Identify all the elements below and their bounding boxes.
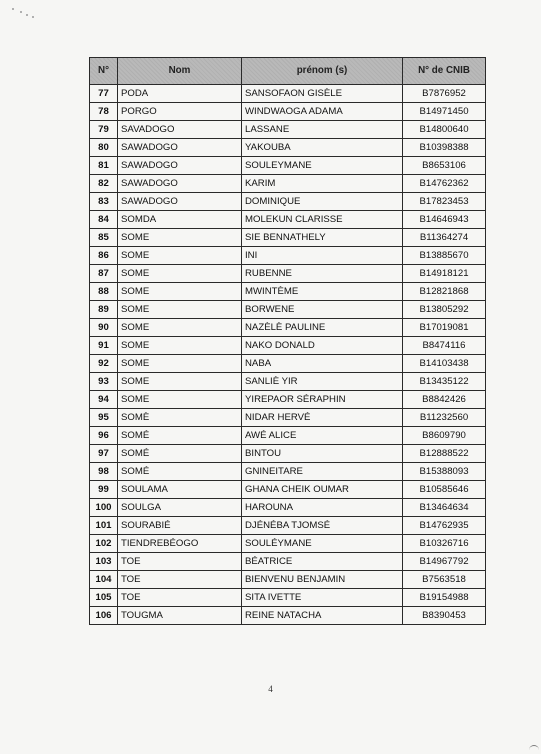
table-row bbox=[90, 499, 486, 517]
row-cnib-number: B11232560 bbox=[403, 409, 486, 427]
row-number: 99 bbox=[90, 481, 118, 499]
row-cnib-number: B12888522 bbox=[403, 445, 486, 463]
row-prenom: SOULEYMANE bbox=[242, 157, 403, 175]
row-nom: SOME bbox=[118, 283, 242, 301]
row-number: 95 bbox=[90, 409, 118, 427]
row-prenom: MOLEKUN CLARISSE bbox=[242, 211, 403, 229]
row-nom: SOME bbox=[118, 319, 242, 337]
row-prenom: BORWENE bbox=[242, 301, 403, 319]
row-number: 83 bbox=[90, 193, 118, 211]
row-prenom: GHANA CHEIK OUMAR bbox=[242, 481, 403, 499]
row-prenom: SOULÉYMANE bbox=[242, 535, 403, 553]
row-nom: SOMÉ bbox=[118, 445, 242, 463]
row-nom: SOMÉ bbox=[118, 463, 242, 481]
row-cnib-number: B10398388 bbox=[403, 139, 486, 157]
table-row bbox=[90, 355, 486, 373]
row-nom: TOE bbox=[118, 571, 242, 589]
row-prenom: NIDAR HERVÉ bbox=[242, 409, 403, 427]
table-row bbox=[90, 301, 486, 319]
row-cnib-number: B8609790 bbox=[403, 427, 486, 445]
row-prenom: DOMINIQUE bbox=[242, 193, 403, 211]
table-row bbox=[90, 265, 486, 283]
row-nom: SAWADOGO bbox=[118, 175, 242, 193]
table-row bbox=[90, 553, 486, 571]
row-number: 90 bbox=[90, 319, 118, 337]
row-prenom: INI bbox=[242, 247, 403, 265]
row-prenom: WINDWAOGA ADAMA bbox=[242, 103, 403, 121]
row-number: 101 bbox=[90, 517, 118, 535]
row-prenom: GNINEITARE bbox=[242, 463, 403, 481]
row-cnib-number: B10585646 bbox=[403, 481, 486, 499]
row-nom: SOMÈ bbox=[118, 409, 242, 427]
row-nom: SOMÉ bbox=[118, 427, 242, 445]
row-nom: SAWADOGO bbox=[118, 139, 242, 157]
table-row bbox=[90, 607, 486, 625]
table-row bbox=[90, 517, 486, 535]
header-prenom: prénom (s) bbox=[242, 58, 403, 85]
row-prenom: REINE NATACHA bbox=[242, 607, 403, 625]
row-prenom: YAKOUBA bbox=[242, 139, 403, 157]
row-cnib-number: B7563518 bbox=[403, 571, 486, 589]
table-row bbox=[90, 427, 486, 445]
row-prenom: DJÉNÉBA TJOMSÉ bbox=[242, 517, 403, 535]
row-nom: SOULGA bbox=[118, 499, 242, 517]
row-prenom: MWINTÈME bbox=[242, 283, 403, 301]
table-row bbox=[90, 193, 486, 211]
row-cnib-number: B12821868 bbox=[403, 283, 486, 301]
row-prenom: LASSANE bbox=[242, 121, 403, 139]
row-cnib-number: B13805292 bbox=[403, 301, 486, 319]
row-nom: TOE bbox=[118, 553, 242, 571]
row-nom: SOME bbox=[118, 337, 242, 355]
row-number: 102 bbox=[90, 535, 118, 553]
row-number: 78 bbox=[90, 103, 118, 121]
row-prenom: BIENVENU BENJAMIN bbox=[242, 571, 403, 589]
row-prenom: SANSOFAON GISÈLE bbox=[242, 85, 403, 103]
row-number: 97 bbox=[90, 445, 118, 463]
row-prenom: SITA IVETTE bbox=[242, 589, 403, 607]
row-cnib-number: B17823453 bbox=[403, 193, 486, 211]
row-prenom: NAKO DONALD bbox=[242, 337, 403, 355]
row-cnib-number: B8842426 bbox=[403, 391, 486, 409]
row-prenom: BINTOU bbox=[242, 445, 403, 463]
row-cnib-number: B11364274 bbox=[403, 229, 486, 247]
row-number: 94 bbox=[90, 391, 118, 409]
header-cnib: N° de CNIB bbox=[403, 58, 486, 85]
row-cnib-number: B19154988 bbox=[403, 589, 486, 607]
header-nom: Nom bbox=[118, 58, 242, 85]
row-number: 105 bbox=[90, 589, 118, 607]
row-cnib-number: B14971450 bbox=[403, 103, 486, 121]
row-number: 88 bbox=[90, 283, 118, 301]
table-row bbox=[90, 409, 486, 427]
row-nom: PODA bbox=[118, 85, 242, 103]
row-number: 81 bbox=[90, 157, 118, 175]
row-number: 80 bbox=[90, 139, 118, 157]
scan-speck-mark bbox=[12, 6, 52, 20]
row-nom: SOME bbox=[118, 373, 242, 391]
row-nom: SOME bbox=[118, 391, 242, 409]
row-number: 93 bbox=[90, 373, 118, 391]
row-prenom: YIREPAOR SÉRAPHIN bbox=[242, 391, 403, 409]
row-cnib-number: B10326716 bbox=[403, 535, 486, 553]
row-prenom: BÉATRICE bbox=[242, 553, 403, 571]
table-row bbox=[90, 139, 486, 157]
table-row bbox=[90, 85, 486, 103]
table-row bbox=[90, 373, 486, 391]
row-number: 106 bbox=[90, 607, 118, 625]
row-cnib-number: B14762362 bbox=[403, 175, 486, 193]
row-cnib-number: B13435122 bbox=[403, 373, 486, 391]
table-row bbox=[90, 391, 486, 409]
row-cnib-number: B8390453 bbox=[403, 607, 486, 625]
table-row bbox=[90, 175, 486, 193]
row-nom: SOMDA bbox=[118, 211, 242, 229]
row-nom: TIENDREBÉOGO bbox=[118, 535, 242, 553]
row-nom: SOULAMA bbox=[118, 481, 242, 499]
row-number: 100 bbox=[90, 499, 118, 517]
row-nom: SOME bbox=[118, 301, 242, 319]
row-cnib-number: B14646943 bbox=[403, 211, 486, 229]
row-number: 87 bbox=[90, 265, 118, 283]
table-row bbox=[90, 121, 486, 139]
row-nom: SAVADOGO bbox=[118, 121, 242, 139]
table-row bbox=[90, 319, 486, 337]
row-nom: SAWADOGO bbox=[118, 193, 242, 211]
table-header-row bbox=[90, 58, 486, 85]
row-nom: SOME bbox=[118, 229, 242, 247]
header-number: N° bbox=[90, 58, 118, 85]
row-number: 84 bbox=[90, 211, 118, 229]
row-cnib-number: B8653106 bbox=[403, 157, 486, 175]
row-prenom: KARIM bbox=[242, 175, 403, 193]
row-cnib-number: B14967792 bbox=[403, 553, 486, 571]
row-number: 98 bbox=[90, 463, 118, 481]
table-row bbox=[90, 481, 486, 499]
row-number: 104 bbox=[90, 571, 118, 589]
row-nom: SOME bbox=[118, 247, 242, 265]
page-edge-mark bbox=[529, 745, 539, 752]
table-row bbox=[90, 535, 486, 553]
row-number: 103 bbox=[90, 553, 118, 571]
row-number: 79 bbox=[90, 121, 118, 139]
page-number: 4 bbox=[268, 684, 273, 694]
table-row bbox=[90, 571, 486, 589]
table-row bbox=[90, 103, 486, 121]
row-prenom: NABA bbox=[242, 355, 403, 373]
row-prenom: SIE BENNATHELY bbox=[242, 229, 403, 247]
row-number: 86 bbox=[90, 247, 118, 265]
row-number: 89 bbox=[90, 301, 118, 319]
row-cnib-number: B13885670 bbox=[403, 247, 486, 265]
table-row bbox=[90, 337, 486, 355]
row-nom: TOE bbox=[118, 589, 242, 607]
row-cnib-number: B14918121 bbox=[403, 265, 486, 283]
row-number: 82 bbox=[90, 175, 118, 193]
table-row bbox=[90, 211, 486, 229]
table-row bbox=[90, 445, 486, 463]
row-cnib-number: B17019081 bbox=[403, 319, 486, 337]
table-row bbox=[90, 283, 486, 301]
row-prenom: AWÉ ALICE bbox=[242, 427, 403, 445]
table-row bbox=[90, 247, 486, 265]
cnib-table bbox=[89, 57, 486, 625]
row-cnib-number: B13464634 bbox=[403, 499, 486, 517]
row-cnib-number: B14762935 bbox=[403, 517, 486, 535]
row-number: 96 bbox=[90, 427, 118, 445]
row-nom: TOUGMA bbox=[118, 607, 242, 625]
row-cnib-number: B14800640 bbox=[403, 121, 486, 139]
row-nom: SOME bbox=[118, 355, 242, 373]
row-cnib-number: B15388093 bbox=[403, 463, 486, 481]
row-prenom: NAZÈLÈ PAULINE bbox=[242, 319, 403, 337]
row-nom: PORGO bbox=[118, 103, 242, 121]
row-number: 92 bbox=[90, 355, 118, 373]
row-prenom: SANLIÈ YIR bbox=[242, 373, 403, 391]
table-row bbox=[90, 157, 486, 175]
row-prenom: RUBENNE bbox=[242, 265, 403, 283]
row-prenom: HAROUNA bbox=[242, 499, 403, 517]
row-nom: SAWADOGO bbox=[118, 157, 242, 175]
row-number: 77 bbox=[90, 85, 118, 103]
table-row bbox=[90, 463, 486, 481]
table-row bbox=[90, 589, 486, 607]
row-nom: SOME bbox=[118, 265, 242, 283]
row-cnib-number: B7876952 bbox=[403, 85, 486, 103]
row-nom: SOURABIÉ bbox=[118, 517, 242, 535]
table-row bbox=[90, 229, 486, 247]
row-number: 91 bbox=[90, 337, 118, 355]
row-cnib-number: B14103438 bbox=[403, 355, 486, 373]
row-number: 85 bbox=[90, 229, 118, 247]
row-cnib-number: B8474116 bbox=[403, 337, 486, 355]
